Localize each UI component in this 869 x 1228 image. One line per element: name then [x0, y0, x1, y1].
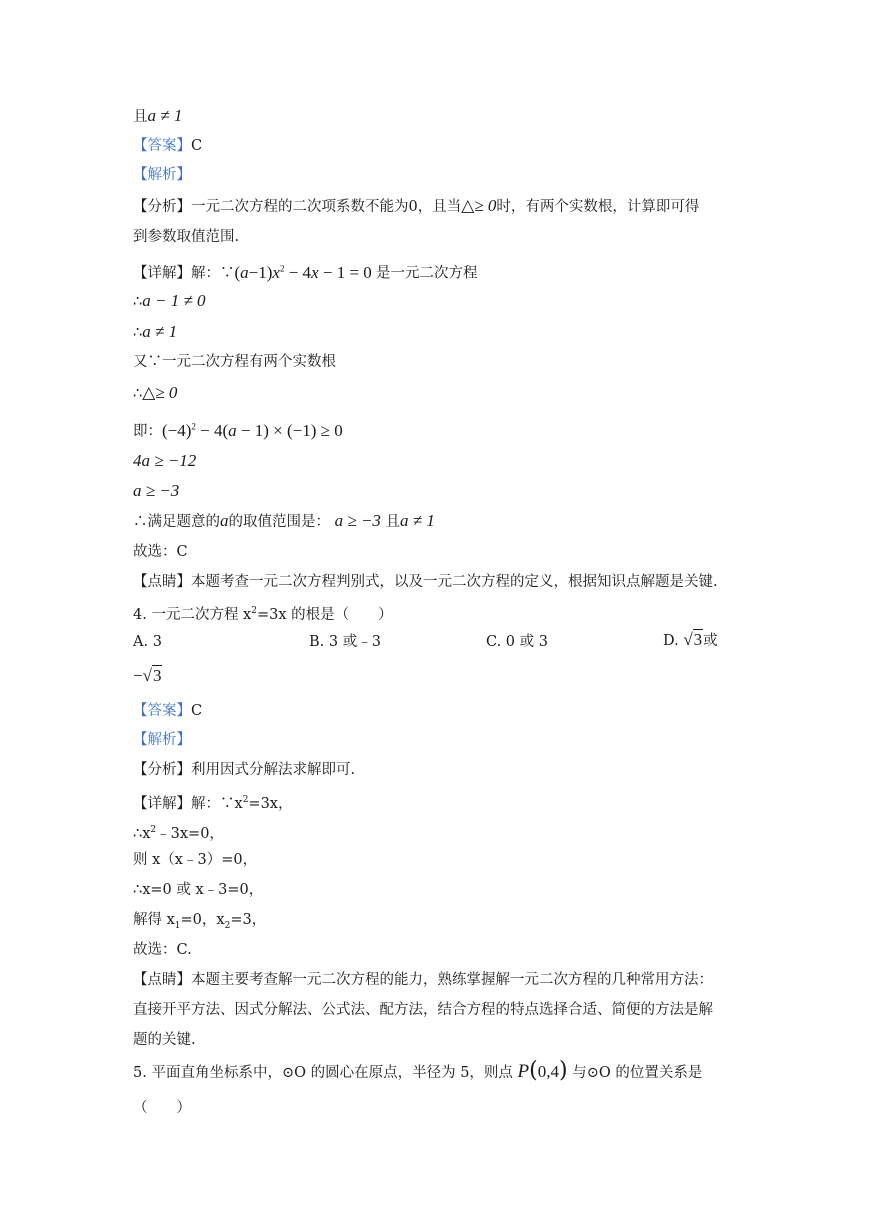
text: 2 [251, 606, 257, 616]
q4-dianjing-2 [133, 1000, 713, 1020]
math: a [220, 511, 229, 530]
q4-jiexi [133, 730, 191, 750]
text: ∴x=0 或 x﹣3=0， [133, 882, 264, 898]
dianjing-tag: 【点睛】 [133, 574, 191, 590]
q4-option-d-cont [133, 666, 162, 687]
text: 3 [693, 630, 703, 649]
text: 到参数取值范围. [133, 229, 240, 245]
q3-step5 [133, 416, 343, 442]
xiangjie-tag: 【详解】 [133, 795, 191, 812]
q4-guxuan [133, 940, 192, 960]
q3-step8 [133, 511, 435, 532]
q4-dianjing-3 [133, 1030, 196, 1050]
text: 且 [133, 109, 148, 125]
q4-option-c: C. 0 或 3 [486, 634, 548, 650]
q3-answer [133, 136, 202, 156]
math: a ≠ 1 [400, 511, 435, 530]
text: 的取值范围是： [228, 514, 330, 530]
math: △≥ 0 [142, 383, 178, 402]
q4-option-d [663, 630, 718, 651]
text: 时，有两个实数根，计算即可得 [496, 199, 700, 215]
text: ﹣3x=0， [156, 825, 224, 842]
text: 2 [242, 795, 249, 805]
answer-tag: 【答案】 [133, 703, 191, 719]
fenxi-tag: 【分析】 [133, 762, 191, 778]
equation: $(a-1)x^2 - 4x - 1 = 0$ [234, 262, 377, 282]
q3-step4 [133, 383, 177, 404]
text: 解：∵x [191, 795, 243, 812]
text: 2 [150, 825, 157, 835]
q3-step1 [133, 291, 206, 312]
text: 5. 平面直角坐标系中，⊙O 的圆心在原点，半径为 5，则点 [133, 1065, 513, 1081]
q4-step2 [133, 850, 257, 870]
q4-option-b: B. 3 或﹣3 [309, 634, 381, 650]
text: 一元二次方程的二次项系数不能为0，且当 [191, 199, 462, 215]
text: 则 x（x﹣3）=0， [133, 852, 258, 868]
q3-fenxi-2 [133, 227, 239, 247]
text: 3 [152, 666, 162, 685]
text: D. [663, 633, 679, 649]
text: 直接开平方法、因式分解法、公式法、配方法，结合方程的特点选择合适、简便的方法是解 [133, 1002, 713, 1018]
math: a ≠ 1 [147, 106, 183, 125]
text: 故选：C [133, 544, 188, 560]
text: 与⊙O 的位置关系是 [572, 1065, 703, 1081]
math: a ≥ −3 [133, 481, 180, 500]
q4-step4 [133, 910, 266, 936]
q3-xiangjie [133, 258, 478, 284]
q3-step3 [133, 352, 336, 372]
text: ∴满足题意的 [133, 514, 220, 530]
text: 故选：C. [133, 942, 192, 958]
q3-step7 [133, 481, 179, 502]
text: 解：∵ [191, 265, 235, 282]
math: 0,4 [537, 1062, 559, 1081]
q3-fenxi [133, 196, 699, 217]
q5-blank [133, 1098, 191, 1118]
q4-xiangjie [133, 790, 292, 814]
q4-dianjing [133, 970, 713, 990]
text: =3x， [248, 795, 293, 812]
jiexi-tag: 【解析】 [133, 732, 191, 748]
text: =0，x [180, 912, 225, 928]
text: ∴ [133, 325, 143, 341]
text: 4. 一元二次方程 x [133, 606, 252, 623]
q4-stem [133, 601, 393, 625]
text: − [133, 666, 143, 685]
text: =3x 的根是（ ） [256, 606, 393, 623]
text: 又∵一元二次方程有两个实数根 [133, 354, 336, 370]
answer-value: C [191, 138, 203, 154]
text: P [517, 1061, 530, 1082]
q4-step1 [133, 820, 224, 844]
line-a-ne-1 [133, 106, 182, 127]
answer-value: C [191, 703, 203, 719]
text: 或 [703, 633, 718, 649]
q5-stem: 5. 平面直角坐标系中，⊙O 的圆心在原点，半径为 5，则点 P(0,4) 与⊙O 的位置关系是 [133, 1058, 703, 1083]
xiangjie-tag: 【详解】 [133, 265, 191, 282]
q3-jiexi [133, 165, 191, 185]
text: ∴x [133, 825, 151, 842]
math: 4a ≥ −12 [133, 451, 197, 470]
text: 2 [224, 920, 231, 931]
q3-guxuan [133, 542, 188, 562]
text: 本题主要考查解一元二次方程的能力，熟练掌握解一元二次方程的几种常用方法： [191, 972, 713, 988]
text: 题的关键. [133, 1032, 196, 1048]
q4-fenxi [133, 760, 355, 780]
dianjing-tag: 【点睛】 [133, 972, 191, 988]
math: a ≥ −3 [334, 511, 381, 530]
fenxi-tag: 【分析】 [133, 199, 191, 215]
text: ∴ [133, 294, 143, 310]
text: 是一元二次方程 [376, 265, 478, 282]
q4-option-a: A. 3 [133, 634, 162, 650]
sqrt-3: √3 [683, 630, 703, 649]
text: 解得 x [133, 912, 175, 928]
discriminant-equation: $(-4)^2 - 4(a - 1) \times (-1) \ge 0$ [162, 420, 343, 440]
neg-sqrt-3: −√3 [133, 666, 162, 685]
text: =3， [230, 912, 267, 928]
q3-step6 [133, 451, 196, 472]
text: 即： [133, 423, 162, 440]
answer-tag: 【答案】 [133, 138, 191, 154]
text: 且 [385, 514, 401, 530]
q4-answer [133, 701, 202, 721]
text: 本题考查一元二次方程判别式，以及一元二次方程的定义，根据知识点解题是关键. [191, 574, 718, 590]
text: 利用因式分解法求解即可. [191, 762, 356, 778]
jiexi-tag: 【解析】 [133, 167, 191, 183]
q3-step2 [133, 322, 177, 343]
q3-dianjing [133, 572, 718, 592]
math: △≥ 0 [461, 196, 497, 215]
math: a − 1 ≠ 0 [142, 291, 206, 310]
text: 1 [174, 920, 181, 931]
text: ∴ [133, 386, 143, 402]
text: （ ） [133, 1100, 191, 1116]
math: a ≠ 1 [142, 322, 178, 341]
q4-step3 [133, 880, 263, 900]
